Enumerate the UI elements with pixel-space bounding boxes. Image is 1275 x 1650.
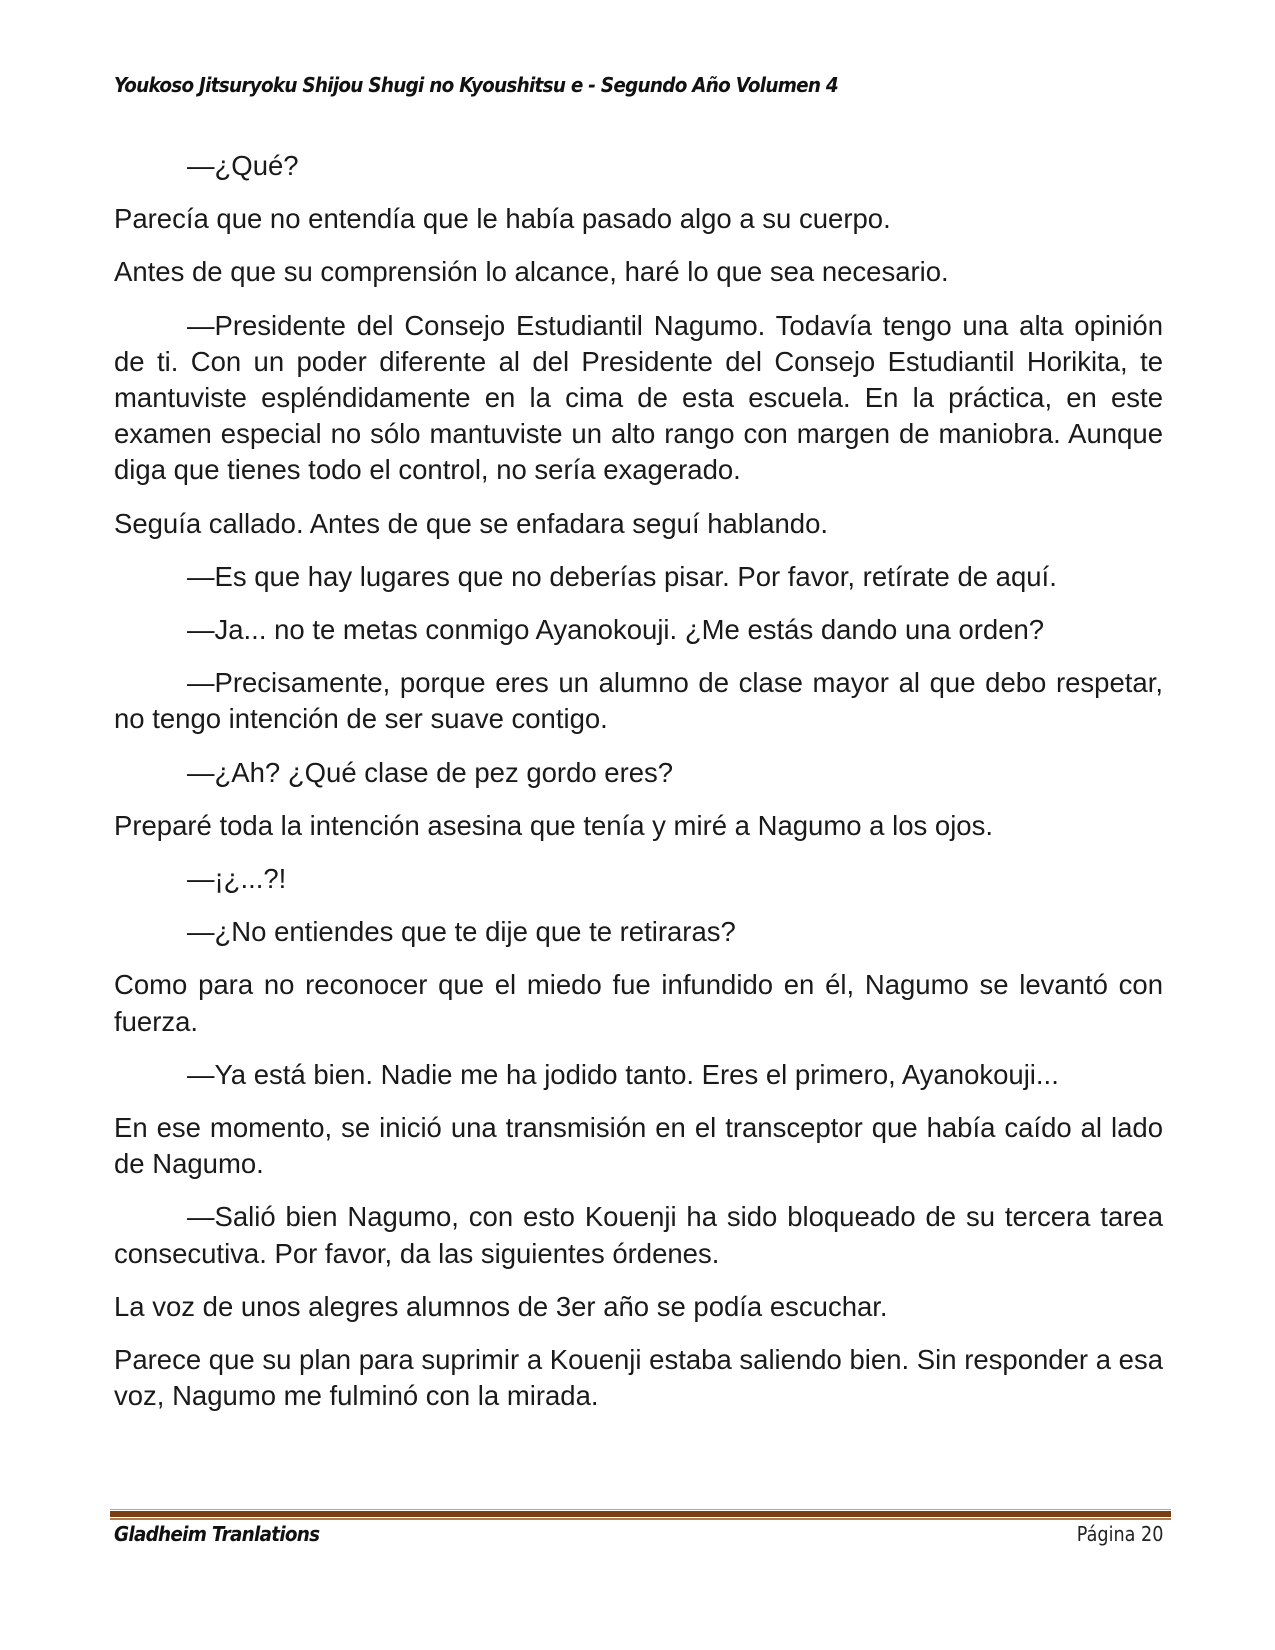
- footer-credit: Gladheim Tranlations: [114, 1522, 320, 1546]
- dialogue-paragraph: —Precisamente, porque eres un alumno de clase mayor al que debo respetar, no tengo intención de ser suave contigo.: [114, 667, 1163, 735]
- page-label: Página: [1076, 1522, 1136, 1546]
- narration-paragraph: En ese momento, se inició una transmisión en el transceptor que había caído al lado de Nagumo.: [114, 1112, 1163, 1180]
- dialogue-paragraph: —Salió bien Nagumo, con esto Kouenji ha sido bloqueado de su tercera tarea consecutiva. Por favor, da las siguientes órdenes.: [114, 1201, 1163, 1269]
- dialogue-paragraph: —Es que hay lugares que no deberías pisar. Por favor, retírate de aquí.: [187, 560, 1057, 592]
- footer-divider: [110, 1509, 1171, 1520]
- page-number: [1076, 1522, 1163, 1546]
- narration-paragraph: Parecía que no entendía que le había pasado algo a su cuerpo.: [114, 203, 891, 235]
- dialogue-paragraph: —¿Qué?: [187, 150, 299, 181]
- narration-paragraph: Como para no reconocer que el miedo fue infundido en él, Nagumo se levantó con fuerza.: [114, 969, 1163, 1037]
- page-number-value: 20: [1140, 1522, 1163, 1546]
- dialogue-paragraph: —Presidente del Consejo Estudiantil Nagumo. Todavía tengo una alta opinión de ti. Con un poder diferente al del Presidente del Consejo Estudiantil Horikita, te mantuviste espléndidamente en la cima de esta escuela. En la práctica, en este examen especial no sólo mantuviste un alto rango con margen de maniobra. Aunque diga que tienes todo el control, no sería exagerado.: [114, 309, 1163, 486]
- dialogue-paragraph: —¿Ah? ¿Qué clase de pez gordo eres?: [187, 756, 674, 788]
- narration-paragraph: La voz de unos alegres alumnos de 3er año se podía escuchar.: [114, 1290, 888, 1322]
- dialogue-paragraph: —¿No entiendes que te dije que te retiraras?: [187, 916, 736, 948]
- dialogue-paragraph: —¡¿...?!: [187, 863, 287, 895]
- running-header: Youkoso Jitsuryoku Shijou Shugi no Kyoushitsu e - Segundo Año Volumen 4: [114, 73, 838, 97]
- narration-paragraph: Preparé toda la intención asesina que tenía y miré a Nagumo a los ojos.: [114, 809, 993, 841]
- narration-paragraph: Antes de que su comprensión lo alcance, haré lo que sea necesario.: [114, 256, 949, 288]
- page-body: [114, 148, 1163, 1431]
- narration-paragraph: Seguía callado. Antes de que se enfadara seguí hablando.: [114, 507, 829, 539]
- dialogue-paragraph: —Ya está bien. Nadie me ha jodido tanto. Eres el primero, Ayanokouji...: [187, 1058, 1059, 1090]
- narration-paragraph: Parece que su plan para suprimir a Kouenji estaba saliendo bien. Sin responder a esa voz, Nagumo me fulminó con la mirada.: [114, 1344, 1163, 1412]
- dialogue-paragraph: —Ja... no te metas conmigo Ayanokouji. ¿Me estás dando una orden?: [187, 614, 1045, 646]
